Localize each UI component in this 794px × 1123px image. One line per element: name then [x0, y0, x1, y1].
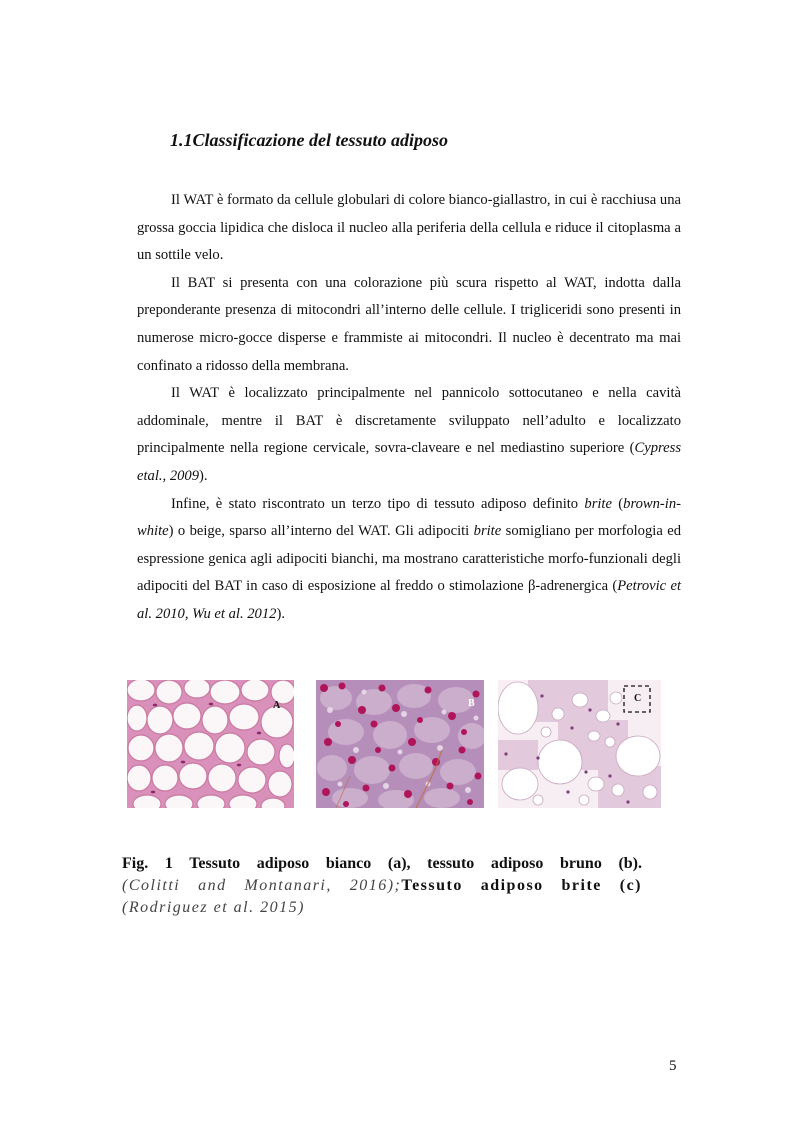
body-text: [137, 187, 681, 629]
citation-cypress: Cypress etal., 2009: [137, 440, 681, 484]
caption-title: Fig. 1 Tessuto adiposo bianco (a), tessuto adiposo bruno (b).: [122, 855, 642, 872]
white-adipose-micrograph: [127, 680, 294, 808]
figure-caption: [122, 853, 642, 919]
brown-adipose-micrograph: [316, 680, 484, 808]
section-heading: 1.1Classificazione del tessuto adiposo: [170, 130, 449, 150]
figure-panel-b: [316, 680, 484, 808]
panel-label-a: A: [273, 700, 281, 711]
citation-petrovic-wu: Petrovic et al. 2010, Wu et al. 2012: [137, 578, 681, 622]
panel-label-c: C: [634, 693, 642, 704]
panel-label-b: B: [468, 698, 475, 709]
paragraph-1: Il WAT è formato da cellule globulari di colore bianco-giallastro, in cui è racchiusa una grossa goccia lipidica che disloca il nucleo alla periferia della cellula e riduce il citoplasma a un sottile velo.: [137, 192, 681, 264]
figure-panel-c: [498, 680, 661, 808]
paragraph-3: Il WAT è localizzato principalmente nel pannicolo sottocutaneo e nella cavità addominale, mentre il BAT è discretamente sviluppato nell’adulto e localizzato principalmente nella regione cervicale, sovra-claveare e nel mediastino superiore (Cypress etal., 2009).: [137, 385, 681, 484]
paragraph-4: Infine, è stato riscontrato un terzo tipo di tessuto adiposo definito brite (brown-in-white) o beige, sparso all’interno del WAT. Gli adipociti brite somigliano per morfologia ed espressione genica agli adipociti bianchi, ma mostrano caratteristiche morfo-funzionali degli adipociti del BAT in caso di esposizione al freddo o stimolazione β-adrenergica (Petrovic et al. 2010, Wu et al. 2012).: [137, 495, 681, 622]
caption-citation-1: (Colitti and Montanari, 2016);: [122, 877, 402, 894]
figure-panel-a: [127, 680, 294, 808]
paragraph-2: Il BAT si presenta con una colorazione più scura rispetto al WAT, indotta dalla preponderante presenza di mitocondri all’interno delle cellule. I trigliceridi sono presenti in numerose micro-gocce disperse e frammiste ai mitocondri. Il nucleo è decentrato ma mai confinato a ridosso della membrana.: [137, 274, 681, 374]
caption-brite: Tessuto adiposo brite (c): [401, 877, 643, 894]
page-number: 5: [669, 1058, 677, 1074]
caption-citation-2: (Rodriguez et al. 2015): [122, 899, 305, 916]
